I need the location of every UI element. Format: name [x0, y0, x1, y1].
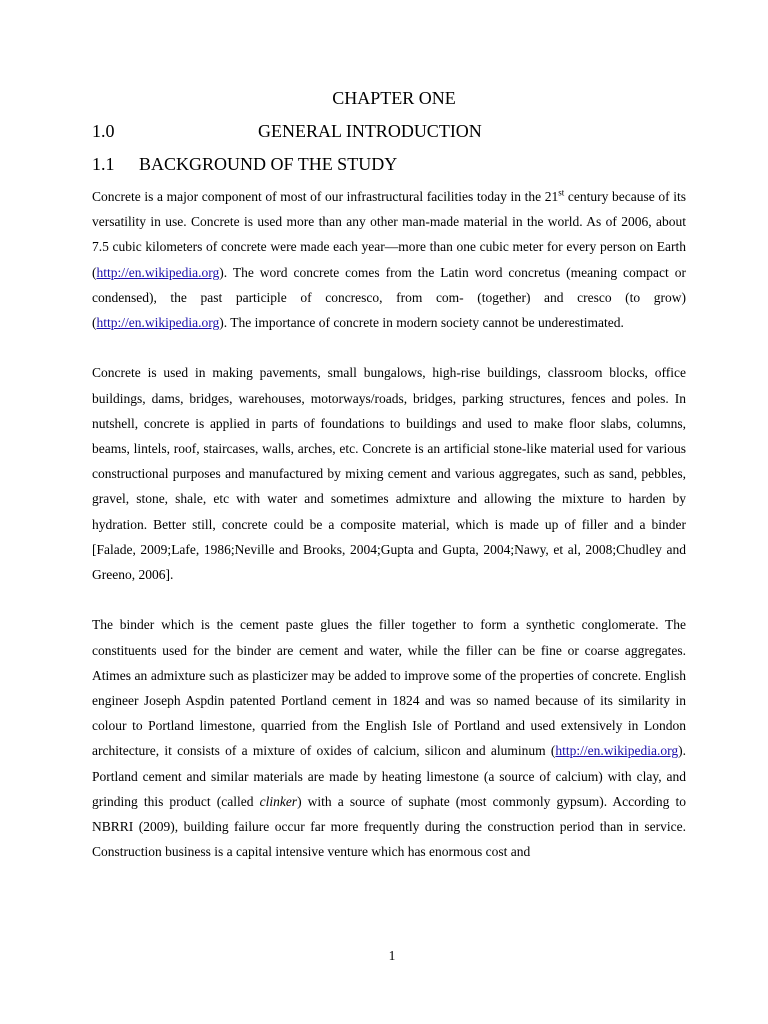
wikipedia-link[interactable]: http://en.wikipedia.org — [555, 743, 679, 759]
wikipedia-link[interactable]: http://en.wikipedia.org — [96, 264, 220, 280]
subsection-title: BACKGROUND OF THE STUDY — [139, 154, 398, 174]
paragraph-3-text: ). Portland cement and similar materials are made by heating limestone (a source of calcium) with clay, and grinding this product (called — [92, 743, 686, 809]
section-heading — [92, 121, 482, 142]
body-text — [92, 184, 686, 890]
paragraph-1-text: Concrete is a major component of most of our infrastructural facilities today in the 21 — [92, 189, 559, 204]
subsection-heading — [92, 154, 397, 175]
ordinal-superscript: st — [558, 187, 565, 198]
clinker-term: clinker — [259, 793, 298, 809]
paragraph-1 — [92, 184, 686, 335]
paragraph-3-text: ) with a source of suphate (most commonly gypsum). According to NBRRI (2009), building failure occur far more frequently during the construction period than in service. Construction business is a capital intensive venture which has enormous cost and — [92, 793, 687, 860]
paragraph-2: Concrete is used in making pavements, small bungalows, high-rise buildings, classroom blocks, office buildings, dams, bridges, warehouses, motorways/roads, bridges, parking structures, fences and poles. In nutshell, concrete is applied in parts of foundations to buildings and used to make floor slabs, columns, beams, lintels, roof, staircases, walls, arches, etc. Concrete is an artificial stone-like material used for various constructional purposes and manufactured by mixing cement and various aggregates, such as sand, pebbles, gravel, stone, shale, etc with water and sometimes admixture and allowing the mixture to harden by hydration. Better still, concrete could be a composite material, which is made up of filler and a binder [Falade, 2009;Lafe, 1986;Neville and Brooks, 2004;Gupta and Gupta, 2004;Nawy, et al, 2008;Chudley and Greeno, 2006]. — [92, 365, 686, 583]
section-title: GENERAL INTRODUCTION — [258, 121, 482, 141]
paragraph-1-text: ). The word concrete comes from the Latin word concretus (meaning compact or condensed), the past participle of concresco, from com- (together) and cresco (to grow) ( — [92, 264, 686, 331]
page-number: 1 — [388, 948, 396, 963]
paragraph-3-text: The binder which is the cement paste glues the filler together to form a synthetic conglomerate. The constituents used for the binder are cement and water, while the filler can be fine or coarse aggregates. Atimes an admixture such as plasticizer may be added to improve some of the properties of concrete. English engineer Joseph Aspdin patented Portland cement in 1824 and was so named because of its similarity in colour to Portland limestone, quarried from the English Isle of Portland and used extensively in London architecture, it consists of a mixture of oxides of calcium, silicon and aluminum ( — [92, 617, 686, 759]
paragraph-3 — [92, 612, 686, 864]
paragraph-1-text: ). The importance of concrete in modern society cannot be underestimated. — [219, 315, 624, 331]
chapter-title: CHAPTER ONE — [332, 88, 456, 108]
section-number: 1.0 — [92, 121, 115, 141]
wikipedia-link[interactable]: http://en.wikipedia.org — [96, 315, 220, 331]
paragraph-1-text: century because of its versatility in use. Concrete is used more than any other man-made material in the world. As of 2006, about 7.5 cubic kilometers of concrete were made each year—more than one cubic meter for every person on Earth ( — [92, 189, 687, 280]
subsection-number: 1.1 — [92, 154, 115, 174]
